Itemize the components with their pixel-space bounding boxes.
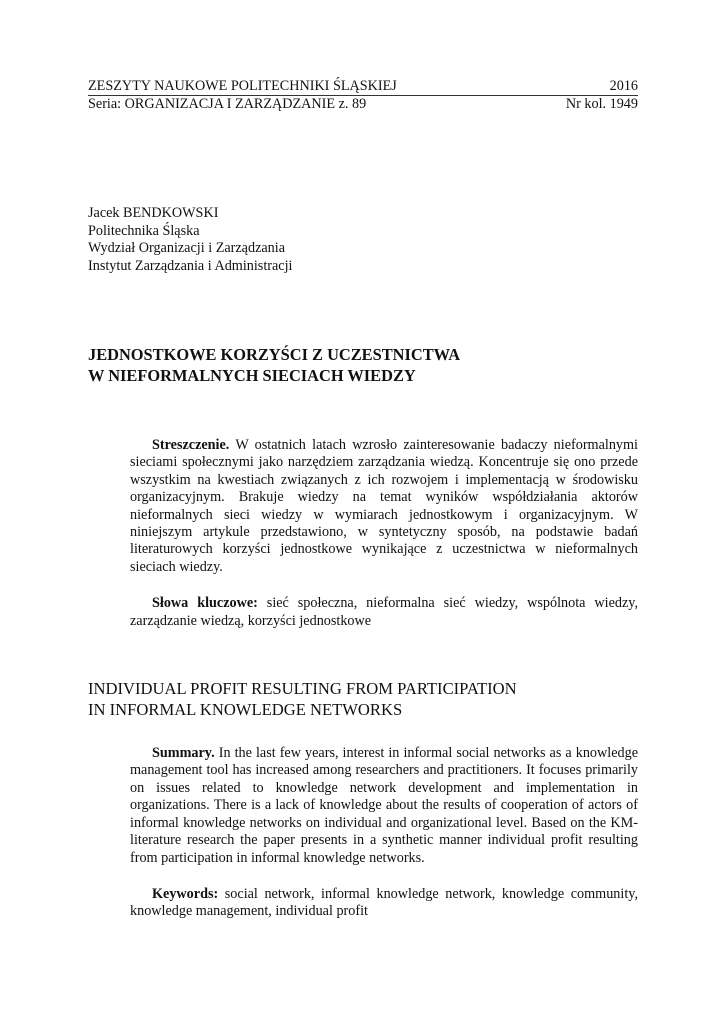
keywords-english-paragraph <box>130 886 638 921</box>
keywords-english-label: Keywords: <box>152 885 219 902</box>
running-header <box>88 78 638 113</box>
abstract-english-paragraph <box>130 745 638 867</box>
abstract-english <box>88 745 638 867</box>
abstract-polish-paragraph <box>130 437 638 576</box>
keywords-polish-text: sieć społeczna, nieformalna sieć wiedzy, wspólnota wiedzy, zarządzanie wiedzą, korzyści jednostkowe <box>130 595 638 629</box>
journal-number: Nr kol. 1949 <box>565 96 638 112</box>
title-polish <box>88 345 638 386</box>
title-english-line-2: IN INFORMAL KNOWLEDGE NETWORKS <box>88 700 403 720</box>
author-affiliation-university: Politechnika Śląska <box>88 222 200 239</box>
keywords-polish <box>88 595 638 630</box>
abstract-polish-text: W ostatnich latach wzrosło zainteresowanie badaczy nieformalnymi sieciami społecznymi jako narzędziem zarządzania wiedzą. Koncentruje się ono przede wszystkim na kwestiach związanych z ich rozwojem i implementacją w środowisku organizacyjnym. Brakuje wiedzy na temat wyników współdziałania aktorów nieformalnych sieci wiedzy w wymiarach jednostkowym i organizacyjnym. W niniejszym artykule przedstawiono, w syntetyczny sposób, na podstawie badań literaturowych korzyści jednostkowe wynikające z uczestnictwa w nieformalnych sieciach wiedzy. <box>130 437 638 575</box>
journal-series: Seria: ORGANIZACJA I ZARZĄDZANIE z. 89 <box>88 96 367 112</box>
header-bottom-row <box>88 96 638 113</box>
author-block <box>88 205 638 275</box>
title-polish-line-1: JEDNOSTKOWE KORZYŚCI Z UCZESTNICTWA <box>88 345 461 364</box>
keywords-english-text: social network, informal knowledge network, knowledge community, knowledge management, individual profit <box>130 885 638 920</box>
abstract-english-label: Summary. <box>152 745 215 762</box>
author-affiliation-institute: Instytut Zarządzania i Administracji <box>88 257 293 274</box>
title-english <box>88 678 638 720</box>
abstract-polish <box>88 437 638 576</box>
keywords-polish-label: Słowa kluczowe: <box>152 595 258 612</box>
keywords-english <box>88 886 638 921</box>
header-top-row <box>88 78 638 96</box>
journal-name: ZESZYTY NAUKOWE POLITECHNIKI ŚLĄSKIEJ <box>88 78 397 94</box>
author-name: Jacek BENDKOWSKI <box>88 205 219 221</box>
abstract-polish-label: Streszczenie. <box>152 437 230 453</box>
author-affiliation-faculty: Wydział Organizacji i Zarządzania <box>88 240 286 256</box>
journal-year: 2016 <box>609 78 638 94</box>
title-polish-line-2: W NIEFORMALNYCH SIECIACH WIEDZY <box>88 365 416 385</box>
keywords-polish-paragraph <box>130 595 638 630</box>
title-english-line-1: INDIVIDUAL PROFIT RESULTING FROM PARTICIPATION <box>88 679 517 699</box>
abstract-english-text: In the last few years, interest in informal social networks as a knowledge management tool has increased among researchers and practitioners. It focuses primarily on issues related to knowledge network development and implementation in organizations. There is a lack of knowledge about the results of cooperation of actors of informal knowledge networks on individual and organizational level. Based on the KM-literature research the paper presents in a synthetic manner individual profit resulting from participation in informal knowledge networks. <box>130 745 638 866</box>
